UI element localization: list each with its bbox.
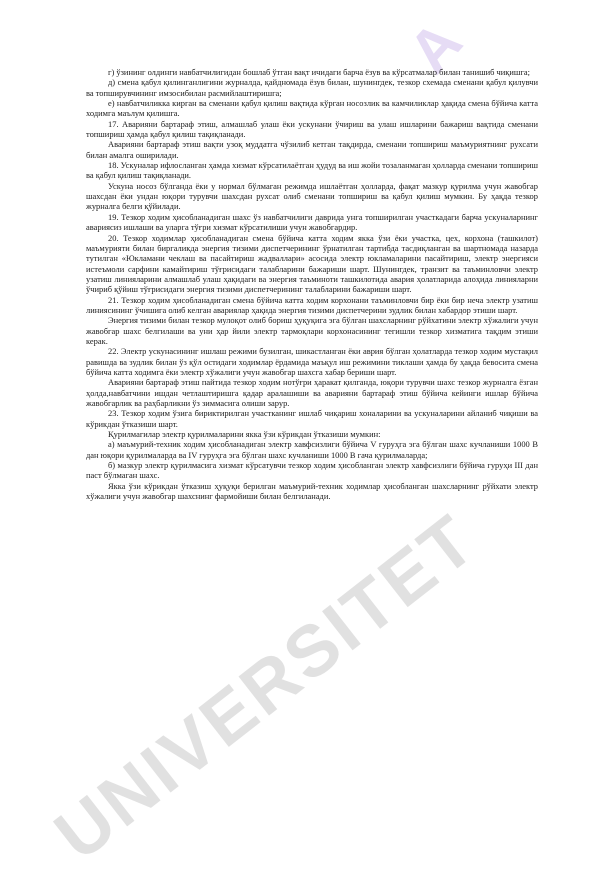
- paragraph-item-d: д) смена қабул қилинганлигини журналда, қайдномада ёзув билан, шунингдек, тезкор схемада сменани қабул қилувчи ва топширувчининг имзосибилан расмийлаштиришга;: [86, 77, 538, 98]
- paragraph-item-e: е) навбатчиликка кирган ва сменани қабул қилиш вақтида кўрган носозлик ва камчиликлар ҳақида смена бўйича катта ходимга маълум қилишга.: [86, 98, 538, 119]
- paragraph-17-cont: Аварияни бартараф этиш вақти узоқ муддатга чўзилиб кетган тақдирда, сменани топшириш маъмуриятнинг рухсати билан амалга оширилади.: [86, 139, 538, 160]
- document-body: [86, 67, 538, 501]
- paragraph-23: 23. Тезкор ходим ўзига бириктирилган участканинг ишлаб чиқариш хоналарини ва ускуналарини айланиб чиқиши ва кўрикдан ўтказиши шарт.: [86, 408, 538, 429]
- paragraph-23-intro: Қурилмагилар электр қурилмаларини якка ўзи кўрикдан ўтказиши мумкин:: [108, 429, 381, 440]
- paragraph-22-cont: Аварияни бартараф этиш пайтида тезкор ходим нотўғри ҳаракат қилганда, юқори турувчи шахс тезкор журналга ёзган ҳолда,навбатчини ишдан четлаштиришга қадар аралашиши ва аварияни бартараф этиш бўйича кейинги ишлар бўйича жавобгарлик ва раҳбарликни ўз зиммасига олиши зарур.: [86, 377, 538, 408]
- paragraph-closing: Якка ўзи кўрикдан ўтказиш ҳуқуқи берилган маъмурий-техник ходимлар ҳисобланган шахсларнинг рўйхати электр хўжалиги учун жавобгар шахснинг фармойиши билан белгиланади.: [86, 480, 538, 502]
- paragraph-19: 19. Тезкор ходим ҳисобланадиган шахс ўз навбатчилиги даврида унга топширилган участкадаги барча ускуналарнинг авариясиз ишлаши ва уларга тўғри хизмат кўрсатилиши учун жавобгардир.: [86, 211, 538, 233]
- watermark-top: A: [395, 6, 476, 86]
- paragraph-item-g: г) ўзининг олдинги навбатчилигидан бошлаб ўтган вақт ичидаги барча ёзув ва кўрсатмалар билан танишиб чиқишга;: [108, 67, 530, 77]
- paragraph-item-a: а) маъмурий-техник ходим ҳисобланадиган электр хавфсизлиги бўйича V гуруҳга эга бўлган шахс кучланиши 1000 В дан юқори қурилмаларда ва IV гуруҳга эга бўлган шахс кучланиши 1000 В гача қурилмаларда;: [86, 439, 538, 460]
- paragraph-item-b: б) мазкур электр қурилмасига хизмат кўрсатувчи тезкор ходим ҳисобланган электр хавфсизлиги бўйича гуруҳи III дан паст бўлмаган шахс.: [86, 460, 538, 481]
- paragraph-17: 17. Аварияни бартараф этиш, алмашлаб улаш ёки ускунани ўчириш ва улаш ишларини бажариш вақтида сменани топшириш ҳамда қабул қилиш тақиқланади.: [86, 118, 538, 140]
- paragraph-22: 22. Электр ускунасининг ишлаш режими бузилган, шикастланган ёки аврия бўлган ҳолатларда тезкор ходим мустақил равишда ва зудлик билан ўз қўл остидаги ходимлар ёрдамида маъқул иш режимини тиклаши ҳамда бу ҳақда бевосита смена бўйича катта ходимга ёки электр хўжалиги учун жавобгар шахсга хабар бериши шарт.: [86, 346, 538, 377]
- paragraph-18-cont: Ускуна носоз бўлганда ёки у нормал бўлмаган режимда ишлаётган ҳолларда, фақат мазкур қурилма учун жавобгар шахсдан ёки ундан юқори турувчи шахсдан рухсат олиб сменани топшириш ва қабул қилиш мумкин. Бу ҳақда тезкор журналга белги қўйилади.: [86, 180, 538, 212]
- paragraph-20: 20. Тезкор ходимлар ҳисобланадиган смена бўйича катта ходим якка ўзи ёки участка, цех, корхона (ташкилот) маъмурияти билан биргаликда энергия тизими диспетчерининг ўрнатилган тартибда тасдиқланган ва шартномада назарда тутилган «Юкламани чеклаш ва пасайтириш жадваллари» асосида электр юкламаларини пасайтириш, электр энергияси истеъмоли сарфини камайтириш тўғрисидаги талабларини бажариши шарт. Шунингдек, транзит ва таъминловчи электр узатиш линияларини алмашлаб улаш ҳақидаги ва энергия таъминоти ташкилотида авария ҳолатларида алоҳида линияларни ўчириб қўйиш тўғрисидаги энергия тизими диспетчерининг талабларини бажариши шарт.: [86, 232, 538, 295]
- watermark-bottom: UNIVERSITET: [40, 499, 492, 876]
- paragraph-21-cont: Энергия тизими билан тезкор мулоқот олиб бориш ҳуқуқига эга бўлган шахсларнинг рўйхатини электр хўжалиги учун жавобгар шахс белгилаши ва уни ҳар йили электр тармоқлари корхонасининг тегишли тезкор хизматига тақдим этиши керак.: [86, 315, 538, 346]
- paragraph-21: 21. Тезкор ходим ҳисобланадиган смена бўйича катта ходим корхонани таъминловчи бир ёки бир неча электр узатиш линиясининг ўчишига олиб келган авариялар ҳақида энергия тизими диспетчерини зудлик билан хабардор этиши шарт.: [86, 294, 538, 315]
- paragraph-18: 18. Ускуналар ифлосланган ҳамда хизмат кўрсатилаётган ҳудуд ва иш жойи тозаланмаган ҳолларда сменани топшириш ва қабул қилиш тақиқланади.: [86, 160, 538, 181]
